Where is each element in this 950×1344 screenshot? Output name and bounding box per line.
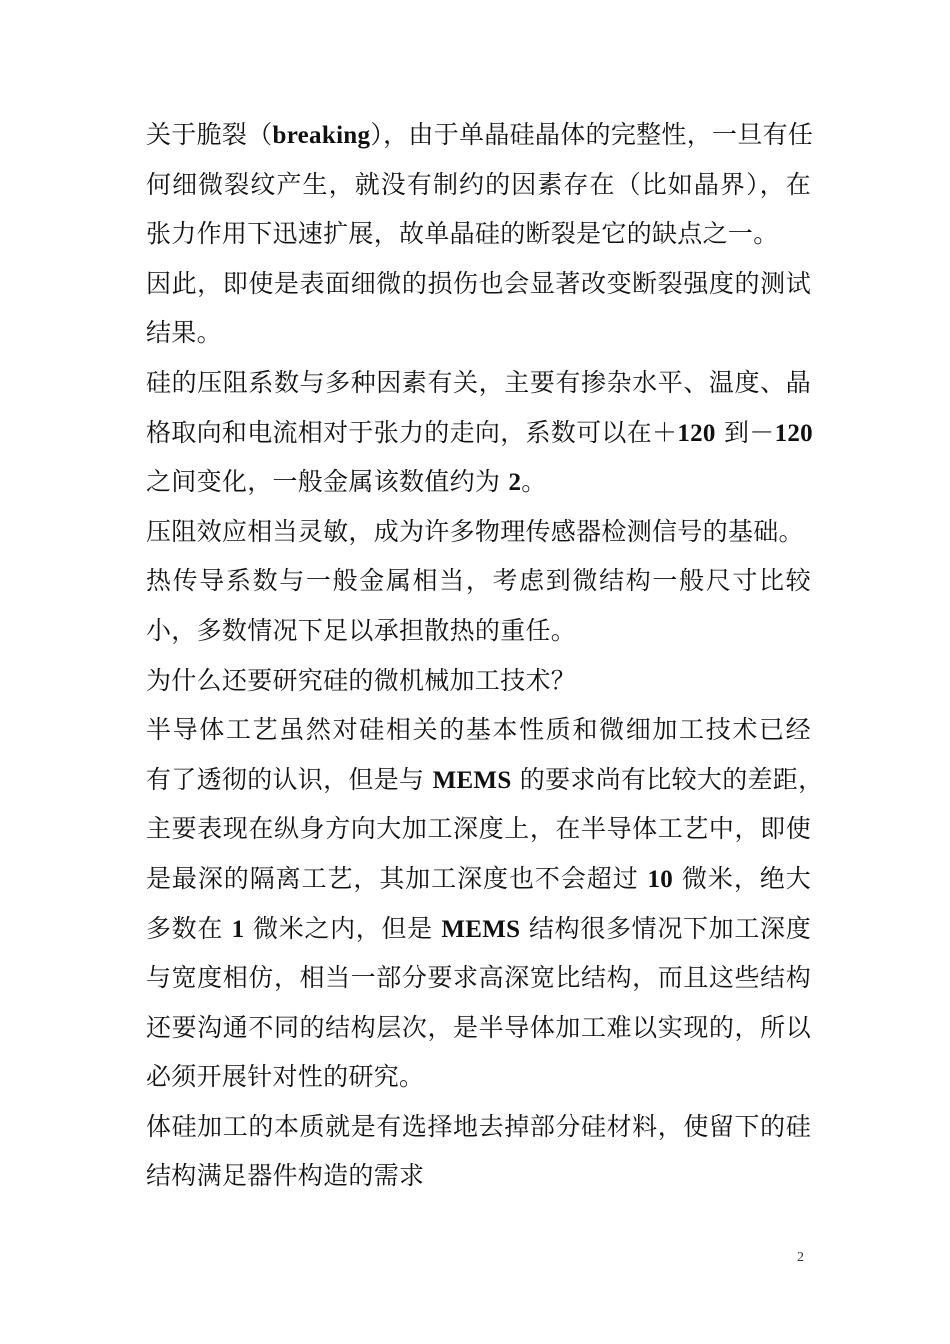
text-run: 压阻效应相当灵敏，成为许多物理传感器检测信号的基础。 <box>146 516 804 546</box>
text-run: 半导体工艺虽然对硅相关的基本性质和微细加工技术已经 <box>146 715 811 745</box>
text-run: 为什么还要研究硅的微机械加工技术？ <box>146 665 577 695</box>
bold-term: 120 <box>774 419 813 447</box>
bold-term: 120 <box>677 419 716 447</box>
text-line <box>146 160 811 210</box>
text-line <box>146 1003 811 1053</box>
text-line <box>146 804 811 854</box>
text-run: 小，多数情况下足以承担散热的重任。 <box>146 615 577 645</box>
text-run: 结构很多情况下加工深度 <box>520 913 811 943</box>
bold-term: 2 <box>508 469 522 497</box>
text-run: 是最深的隔离工艺，其加工深度也不会超过 <box>146 863 648 893</box>
text-run: 体硅加工的本质就是有选择地去掉部分硅材料，使留下的硅 <box>146 1111 811 1141</box>
text-line <box>146 705 811 755</box>
text-run: 因此，即使是表面细微的损伤也会显著改变断裂强度的测试 <box>146 268 811 298</box>
text-line <box>146 755 824 805</box>
text-line <box>146 209 811 259</box>
text-line <box>146 507 811 557</box>
bold-term: MEMS <box>432 766 512 794</box>
text-run: 之间变化，一般金属该数值约为 <box>146 467 509 497</box>
text-run: ），由于单晶硅晶体的完整性，一旦有任 <box>370 120 814 149</box>
text-run: 结果。 <box>146 318 222 348</box>
text-line <box>146 259 811 309</box>
text-run: 格取向和电流相对于张力的走向，系数可以在＋ <box>146 417 678 447</box>
text-run: 与宽度相仿，相当一部分要求高深宽比结构，而且这些结构 <box>146 963 811 993</box>
text-line <box>146 904 811 954</box>
text-run: 。 <box>521 467 547 497</box>
bold-term: 10 <box>647 865 674 893</box>
text-line <box>146 457 811 507</box>
text-line <box>146 358 811 408</box>
text-run: 必须开展针对性的研究。 <box>146 1062 425 1092</box>
text-line <box>146 408 811 458</box>
page-number: 2 <box>797 1250 804 1265</box>
text-run: 主要表现在纵身方向大加工深度上，在半导体工艺中，即使 <box>146 814 811 844</box>
text-run: 还要沟通不同的结构层次，是半导体加工难以实现的，所以 <box>146 1012 811 1042</box>
text-run: 热传导系数与一般金属相当，考虑到微结构一般尺寸比较 <box>146 566 811 596</box>
text-run: 硅的压阻系数与多种因素有关，主要有掺杂水平、温度、晶 <box>146 367 811 397</box>
text-line <box>146 606 811 656</box>
bold-term: 1 <box>231 915 245 943</box>
text-line <box>146 854 811 904</box>
text-line <box>146 1102 811 1152</box>
text-run: 多数在 <box>146 913 232 943</box>
text-line <box>146 656 811 706</box>
text-line <box>146 308 811 358</box>
text-line <box>146 953 811 1003</box>
text-run: 何细微裂纹产生，就没有制约的因素存在（比如晶界），在 <box>146 169 811 199</box>
text-run: 的要求尚有比较大的差距， <box>511 764 824 794</box>
text-line <box>146 110 814 160</box>
text-run: 关于脆裂（ <box>146 120 273 149</box>
bold-term: breaking <box>272 122 371 149</box>
text-line <box>146 1052 811 1102</box>
bold-term: MEMS <box>441 915 521 943</box>
text-run: 结构满足器件构造的需求 <box>146 1161 425 1191</box>
text-line <box>146 556 811 606</box>
text-run: 张力作用下迅速扩展，故单晶硅的断裂是它的缺点之一。 <box>146 219 779 249</box>
text-run: 微米之内，但是 <box>244 913 442 943</box>
text-run: 有了透彻的认识，但是与 <box>146 764 433 794</box>
text-line <box>146 1151 811 1201</box>
text-run: 微米，绝大 <box>673 863 811 893</box>
text-run: 到－ <box>715 417 775 447</box>
body-text <box>146 110 824 1201</box>
